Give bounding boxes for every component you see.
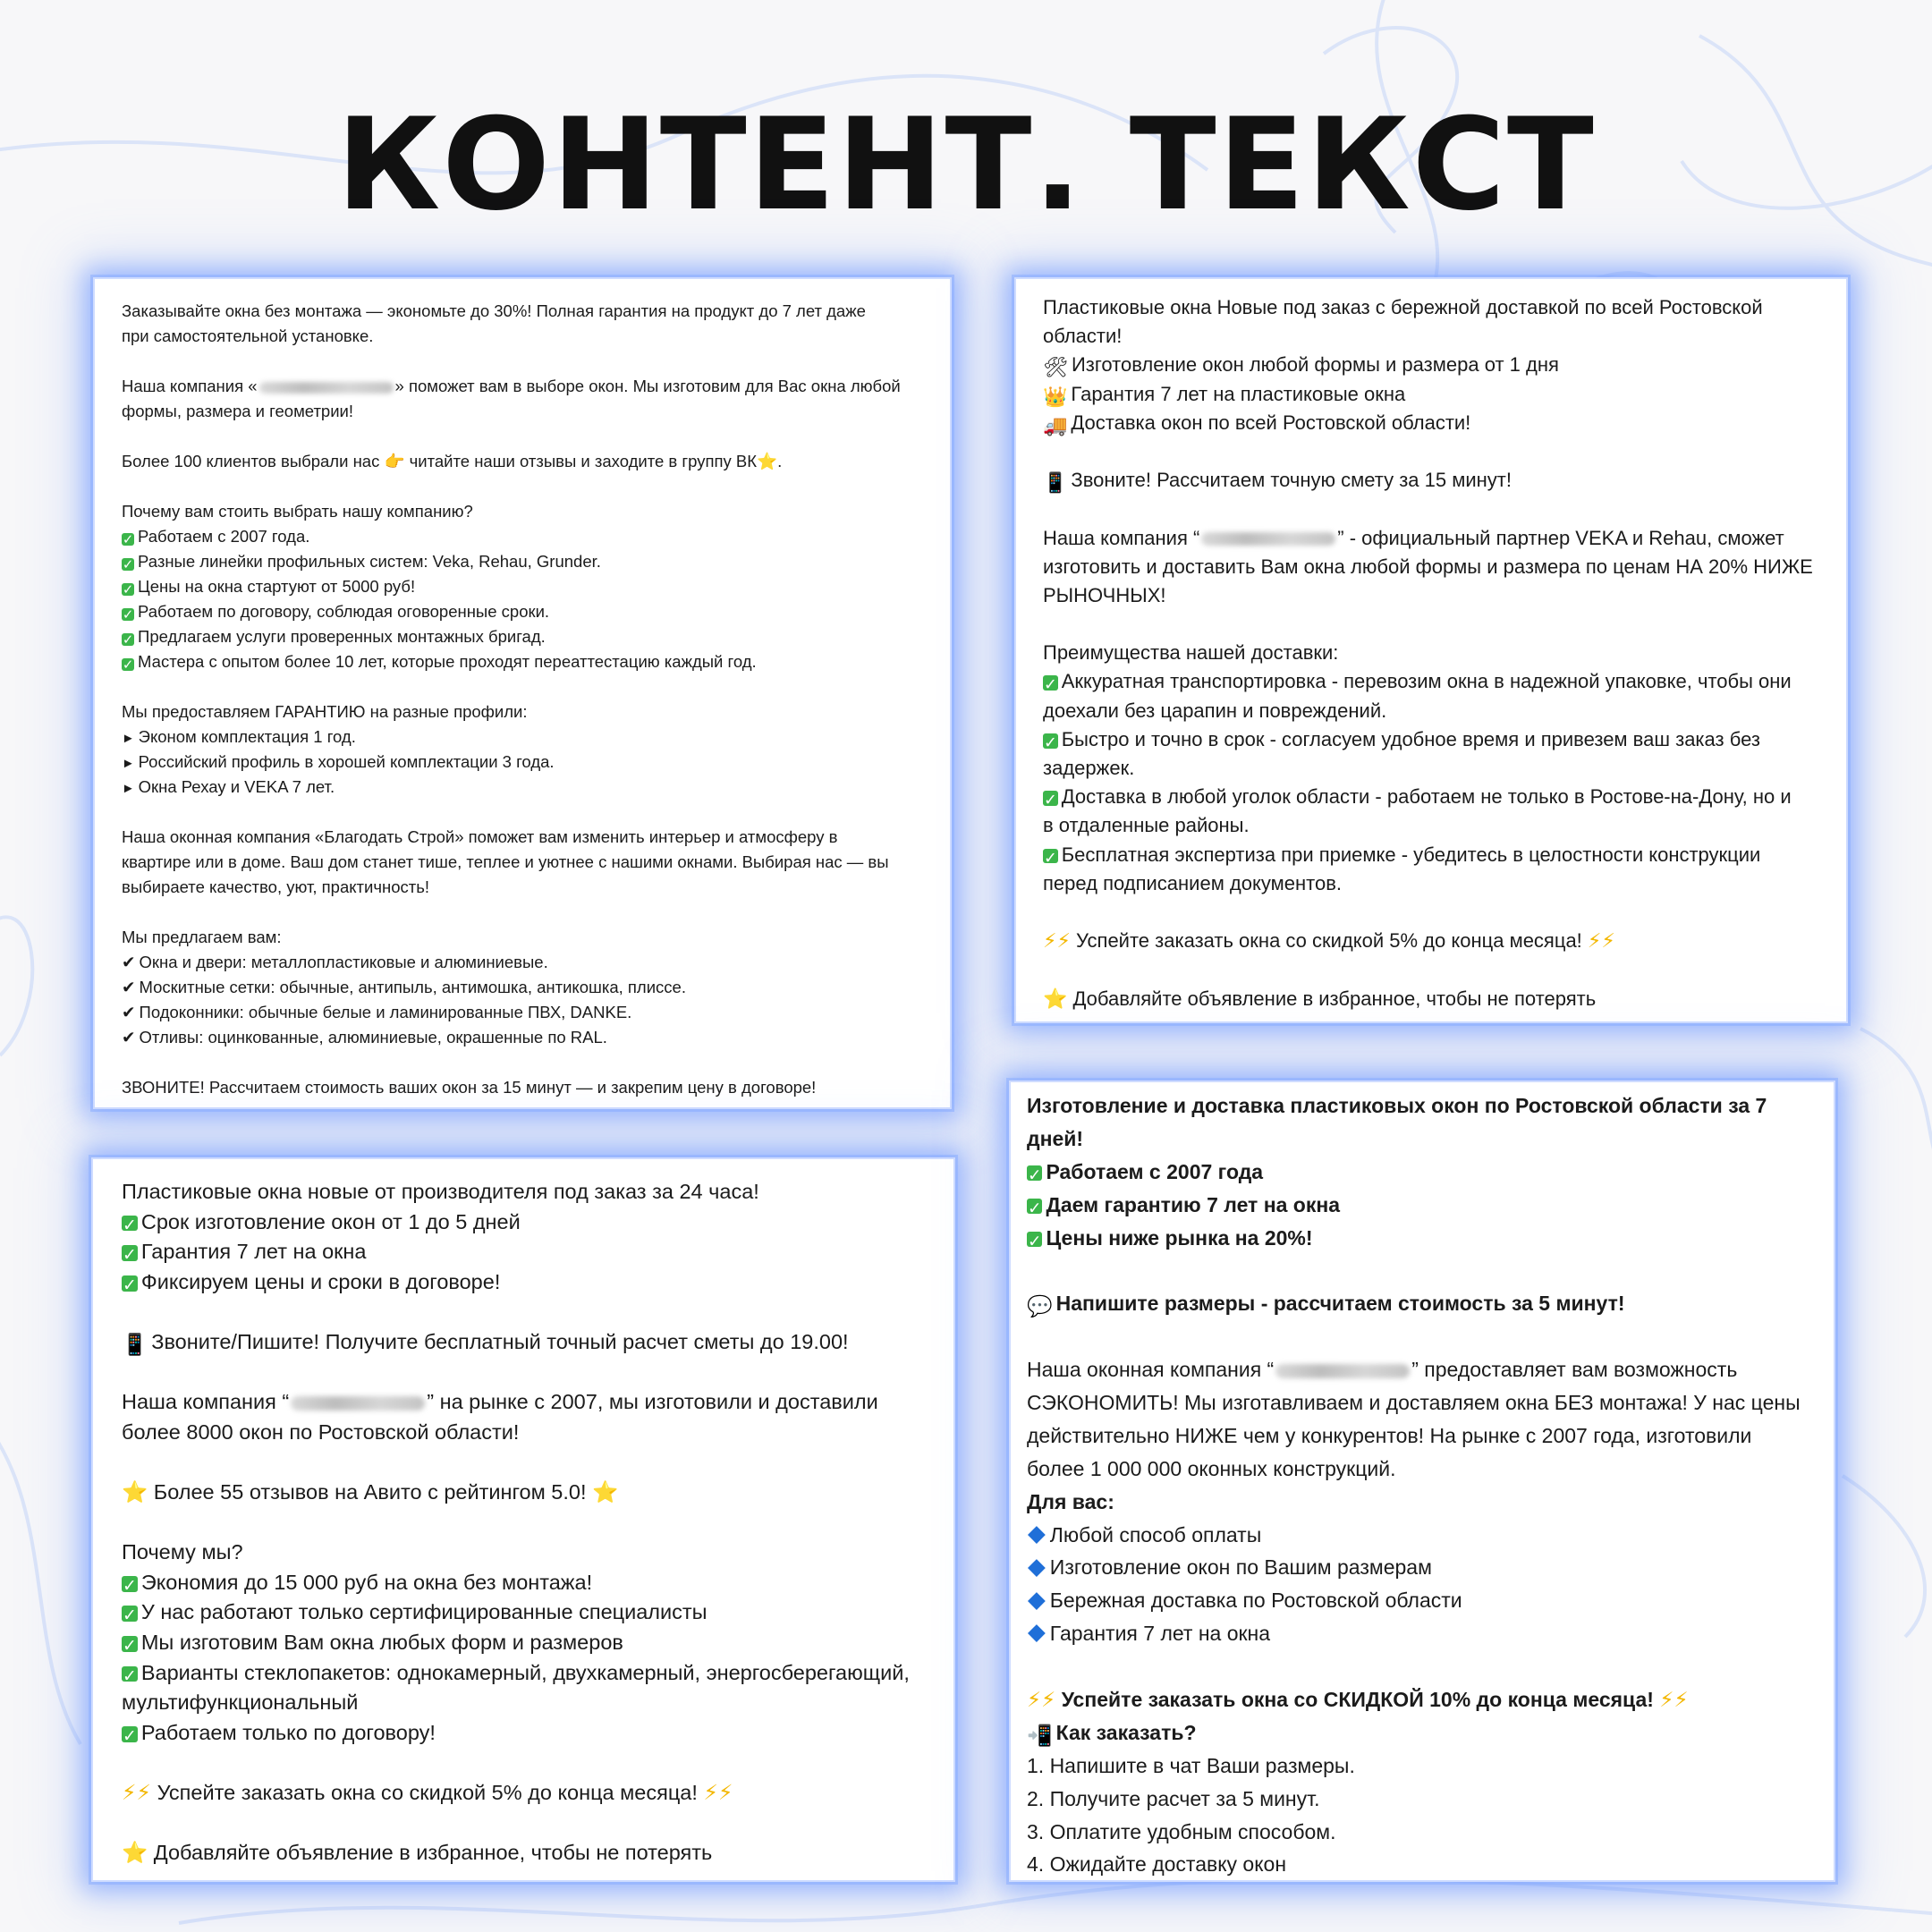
- list-item: ► Российский профиль в хорошей комплектации 3 года.: [122, 752, 555, 771]
- triangle-bullet-icon: ►: [122, 757, 135, 771]
- text-line: Пластиковые окна новые от производителя под заказ за 24 часа!: [122, 1180, 759, 1203]
- text-line: доехали без царапин и повреждений.: [1043, 699, 1387, 722]
- star-icon: ⭐: [1043, 987, 1068, 1010]
- check-icon: ✓: [123, 1635, 137, 1655]
- text-line: Мы предоставляем ГАРАНТИЮ на разные профили:: [122, 702, 528, 721]
- list-item: 3. Оплатите удобным способом.: [1027, 1819, 1336, 1843]
- text-line: Изготовление и доставка пластиковых окон по Ростовской области за 7: [1027, 1094, 1767, 1117]
- star-icon: ⭐: [122, 1841, 148, 1865]
- text-line: формы, размера и геометрии!: [122, 402, 354, 420]
- text-line: перед подписанием документов.: [1043, 871, 1343, 894]
- text-line: при самостоятельной установке.: [122, 326, 374, 345]
- list-item: Гарантия 7 лет на окна: [1027, 1617, 1818, 1650]
- redacted-company-name: [1275, 1364, 1410, 1378]
- redacted-company-name: [1201, 532, 1335, 546]
- text-line: Более 100 клиентов выбрали нас 👉 читайте наши отзывы и заходите в группу ВК⭐.: [122, 452, 783, 470]
- text-line: 💬 Напишите размеры - рассчитаем стоимость за 5 минут!: [1027, 1287, 1818, 1320]
- check-icon: ✓: [122, 658, 134, 673]
- list-item: 🛠 Изготовление окон любой формы и размера от 1 дня: [1043, 351, 1819, 379]
- checkmark-icon: ✔: [122, 953, 136, 971]
- pointing-hand-icon: 👉: [384, 452, 405, 470]
- list-item: ► Эконом комплектация 1 год.: [122, 727, 356, 746]
- list-item: ✓ Гарантия 7 лет на окна: [123, 1240, 367, 1265]
- text-line: действительно НИЖЕ чем у конкурентов! На рынке с 2007 года, изготовили: [1027, 1423, 1752, 1447]
- page-title: КОНТЕНТ. ТЕКСТ: [336, 91, 1596, 239]
- lightning-icon: ⚡: [1041, 1688, 1056, 1712]
- phone-icon: 📱: [1043, 471, 1068, 495]
- list-item: ✔ Отливы: оцинкованные, алюминиевые, окрашенные по RAL.: [122, 1028, 607, 1046]
- speech-bubble-icon: 💬: [1027, 1294, 1053, 1318]
- text-line: Заказывайте окна без монтажа — экономьте до 30%! Полная гарантия на продукт до 7 лет даже: [122, 301, 866, 320]
- text-line: ЗВОНИТЕ! Рассчитаем стоимость ваших окон за 15 минут — и закрепим цену в договоре!: [122, 1078, 817, 1097]
- text-line: ⚡⚡ Успейте заказать окна со СКИДКОЙ 10% до конца месяца! ⚡⚡: [1027, 1688, 1689, 1712]
- blue-diamond-icon: [1028, 1559, 1046, 1577]
- text-line: ⚡⚡ Успейте заказать окна со скидкой 5% до конца месяца! ⚡⚡: [122, 1780, 733, 1804]
- check-icon: ✓: [122, 533, 134, 547]
- blue-diamond-icon: [1028, 1625, 1046, 1643]
- list-item: ✔ Москитные сетки: обычные, антипыль, антимошка, антикошка, плиссе.: [122, 978, 686, 996]
- text-line: дней!: [1027, 1126, 1084, 1150]
- list-item: ✓ Экономия до 15 000 руб на окна без монтажа!: [123, 1570, 593, 1595]
- check-icon: ✓: [123, 1665, 137, 1685]
- text-line: Преимущества нашей доставки:: [1043, 641, 1339, 665]
- text-line: задержек.: [1043, 757, 1135, 779]
- text-line: 📲 Как заказать?: [1027, 1716, 1818, 1750]
- list-item: ✓ Бесплатная экспертиза при приемке - убедитесь в целостности конструкции: [1043, 843, 1761, 867]
- list-item: ✓ Мы изготовим Вам окна любых форм и размеров: [123, 1630, 623, 1655]
- list-item: ✓ У нас работают только сертифицированные специалисты: [123, 1600, 708, 1625]
- check-icon: ✓: [123, 1275, 137, 1294]
- check-icon: ✓: [1028, 1198, 1042, 1217]
- phone-icon: 📱: [122, 1332, 148, 1356]
- triangle-bullet-icon: ►: [122, 782, 135, 796]
- text-card-1: [93, 277, 952, 1109]
- text-line: более 8000 окон по Ростовской области!: [122, 1419, 520, 1444]
- text-line: СЭКОНОМИТЬ! Мы изготавливаем и доставляем окна БЕЗ монтажа! У нас цены: [1027, 1391, 1801, 1415]
- lightning-icon: ⚡: [1659, 1688, 1674, 1712]
- text-line: области!: [1043, 325, 1123, 348]
- lightning-icon: ⚡: [717, 1780, 733, 1804]
- lightning-icon: ⚡: [1043, 929, 1057, 953]
- list-item: 4. Ожидайте доставку окон: [1027, 1852, 1287, 1877]
- text-line: выбираете качество, уют, практичность!: [122, 877, 429, 896]
- check-icon: ✓: [1028, 1165, 1042, 1184]
- lightning-icon: ⚡: [1587, 929, 1602, 953]
- checkmark-icon: ✔: [122, 978, 136, 996]
- list-item: ✓ Работаем с 2007 года: [1028, 1159, 1264, 1184]
- list-item: ✓ Срок изготовление окон от 1 до 5 дней: [123, 1209, 521, 1234]
- lightning-icon: ⚡: [1027, 1688, 1042, 1712]
- triangle-bullet-icon: ►: [122, 732, 135, 746]
- text-line: изготовить и доставить Вам окна любой формы и размера по ценам НА 20% НИЖЕ: [1043, 555, 1813, 578]
- star-icon: ⭐: [757, 452, 778, 470]
- lightning-icon: ⚡: [1601, 929, 1615, 953]
- check-icon: ✓: [1043, 675, 1057, 694]
- lightning-icon: ⚡: [1674, 1688, 1689, 1712]
- star-icon: ⭐: [592, 1479, 619, 1504]
- text-line: Наша оконная компания «Благодать Строй» поможет вам изменить интерьер и атмосферу в: [122, 827, 838, 846]
- list-item: 👑 Гарантия 7 лет на пластиковые окна: [1043, 380, 1819, 409]
- truck-icon: 🚚: [1043, 413, 1068, 436]
- list-item: ✓ Работаем с 2007 года.: [122, 527, 310, 547]
- check-icon: ✓: [1043, 733, 1057, 751]
- text-line: 📱 Звоните! Рассчитаем точную смету за 15 минут!: [1043, 466, 1819, 495]
- list-item: ✓ Мастера с опытом более 10 лет, которые проходят переаттестацию каждый год.: [122, 652, 757, 673]
- lightning-icon: ⚡: [136, 1780, 152, 1804]
- list-item: Бережная доставка по Ростовской области: [1027, 1584, 1818, 1617]
- text-card-3: [91, 1157, 955, 1882]
- text-line: мультифункциональный: [122, 1690, 359, 1715]
- check-icon: ✓: [123, 1215, 137, 1234]
- text-card-2: [1014, 277, 1848, 1023]
- text-line: Почему вам стоить выбрать нашу компанию?: [122, 502, 473, 521]
- list-item: ✓ Разные линейки профильных систем: Veka, Rehau, Grunder.: [122, 552, 601, 572]
- list-item: ✓ Быстро и точно в срок - согласуем удобное время и привезем ваш заказ без: [1043, 727, 1760, 751]
- list-item: ✓ Работаем только по договору!: [123, 1720, 436, 1745]
- text-line: Почему мы?: [122, 1540, 243, 1564]
- text-line: более 1 000 000 оконных конструкций.: [1027, 1456, 1396, 1480]
- list-item: ✓ Варианты стеклопакетов: однокамерный, двухкамерный, энергосберегающий,: [123, 1660, 910, 1685]
- list-item: ► Окна Рехау и VEKA 7 лет.: [122, 777, 335, 796]
- text-line: в отдаленные районы.: [1043, 814, 1250, 837]
- check-icon: ✓: [122, 558, 134, 572]
- crown-icon: 👑: [1043, 385, 1068, 408]
- redacted-company-name: [291, 1396, 425, 1411]
- check-icon: ✓: [1043, 791, 1057, 809]
- text-line: Пластиковые окна Новые под заказ с бережной доставкой по всей Ростовской: [1043, 296, 1763, 318]
- list-item: ✓ Доставка в любой уголок области - работаем не только в Ростове-на-Дону, но и: [1043, 785, 1792, 809]
- text-line: Для вас:: [1027, 1489, 1114, 1513]
- check-icon: ✓: [1028, 1231, 1042, 1250]
- text-line: ⭐ Добавляйте объявление в избранное, чтобы не потерять: [122, 1841, 713, 1865]
- list-item: ✓ Цены на окна стартуют от 5000 руб!: [122, 577, 416, 597]
- list-item: ✔ Окна и двери: металлопластиковые и алюминиевые.: [122, 953, 548, 971]
- list-item: ✓ Цены ниже рынка на 20%!: [1028, 1225, 1313, 1250]
- text-line: Наша компания « » поможет вам в выборе окон. Мы изготовим для Вас окна любой: [122, 377, 901, 395]
- text-line: Наша компания “ ” - официальный партнер VEKA и Rehau, сможет: [1043, 526, 1784, 549]
- text-line: ⭐ Более 55 отзывов на Авито с рейтингом 5.0! ⭐: [122, 1479, 619, 1504]
- check-icon: ✓: [123, 1575, 137, 1595]
- check-icon: ✓: [122, 608, 134, 623]
- list-item: 2. Получите расчет за 5 минут.: [1027, 1786, 1320, 1810]
- redacted-company-name: [259, 382, 394, 394]
- tools-icon: 🛠: [1043, 356, 1068, 379]
- check-icon: ✓: [1043, 848, 1057, 867]
- text-line: РЫНОЧНЫХ!: [1043, 583, 1166, 606]
- check-icon: ✓: [122, 633, 134, 648]
- list-item: ✓ Работаем по договору, соблюдая оговоренные сроки.: [122, 602, 550, 623]
- check-icon: ✓: [122, 583, 134, 597]
- text-line: ⚡⚡ Успейте заказать окна со скидкой 5% до конца месяца! ⚡⚡: [1043, 929, 1615, 953]
- text-card-4: [1009, 1080, 1835, 1882]
- list-item: Любой способ оплаты: [1027, 1519, 1818, 1552]
- text-line: Наша оконная компания “ ” предоставляет вам возможность: [1027, 1358, 1738, 1382]
- list-item: ✔ Подоконники: обычные белые и ламинированные ПВХ, DANKE.: [122, 1003, 632, 1021]
- list-item: Изготовление окон по Вашим размерам: [1027, 1551, 1818, 1584]
- list-item: ✓ Аккуратная транспортировка - перевозим окна в надежной упаковке, чтобы они: [1043, 670, 1792, 694]
- lightning-icon: ⚡: [1056, 929, 1071, 953]
- list-item: ✓ Даем гарантию 7 лет на окна: [1028, 1192, 1341, 1217]
- check-icon: ✓: [123, 1245, 137, 1265]
- checkmark-icon: ✔: [122, 1028, 136, 1046]
- blue-diamond-icon: [1028, 1526, 1046, 1544]
- check-icon: ✓: [123, 1606, 137, 1625]
- lightning-icon: ⚡: [122, 1780, 137, 1804]
- list-item: 🚚 Доставка окон по всей Ростовской области!: [1043, 409, 1819, 437]
- list-item: ✓ Фиксируем цены и сроки в договоре!: [123, 1269, 501, 1294]
- blue-diamond-icon: [1028, 1592, 1046, 1610]
- text-line: Наша компания “ ” на рынке с 2007, мы изготовили и доставили: [122, 1390, 878, 1414]
- list-item: ✓ Предлагаем услуги проверенных монтажных бригад.: [122, 627, 546, 648]
- text-line: квартире или в доме. Ваш дом станет тише, теплее и уютнее с нашими окнами. Выбирая нас — вы: [122, 852, 889, 871]
- list-item: 1. Напишите в чат Ваши размеры.: [1027, 1753, 1355, 1777]
- phone-arrow-icon: 📲: [1027, 1723, 1053, 1747]
- text-line: 📱 Звоните/Пишите! Получите бесплатный точный расчет сметы до 19.00!: [122, 1327, 925, 1358]
- checkmark-icon: ✔: [122, 1003, 136, 1021]
- text-line: ⭐ Добавляйте объявление в избранное, чтобы не потерять: [1043, 987, 1597, 1010]
- lightning-icon: ⚡: [703, 1780, 718, 1804]
- check-icon: ✓: [123, 1725, 137, 1745]
- star-icon: ⭐: [122, 1479, 148, 1504]
- text-line: Мы предлагаем вам:: [122, 928, 282, 946]
